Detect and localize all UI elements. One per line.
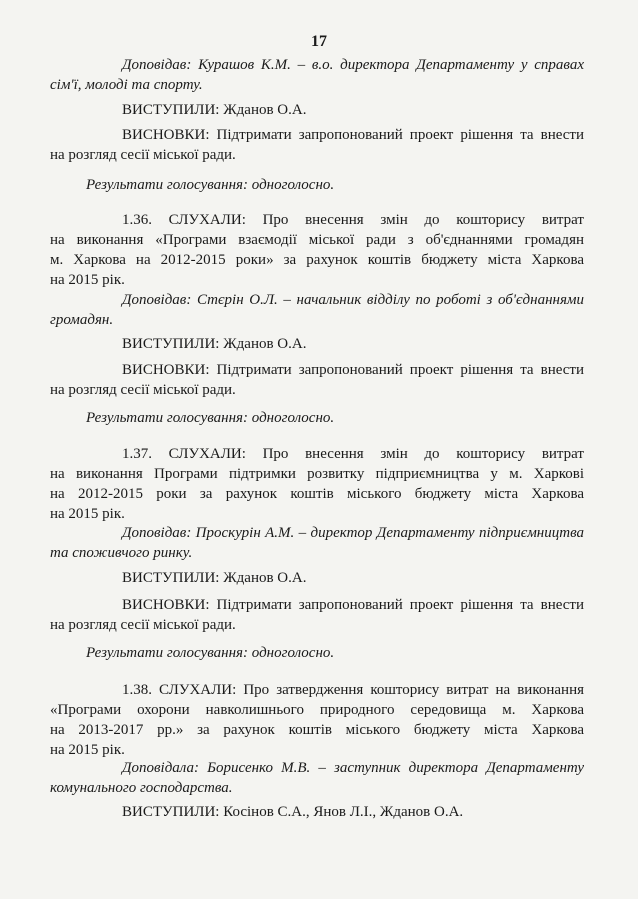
text-line: ВИСНОВКИ: Підтримати запропонований проект рішення та внести — [122, 597, 584, 613]
text-line: на виконання Програми підтримки розвитку підприємництва у м. Харкові — [50, 466, 584, 482]
page-number: 17 — [311, 33, 327, 50]
text-line: на 2012-2015 роки за рахунок коштів міського бюджету міста Харкова — [50, 486, 584, 502]
conclusions — [50, 595, 584, 635]
speaker-note — [50, 523, 584, 563]
text-line: на виконання «Програми взаємодії міської ради з об'єднаннями громадян — [50, 232, 584, 248]
text-line: Доповідала: Борисенко М.В. – заступник директора Департаменту — [122, 760, 584, 776]
speakers-line: ВИСТУПИЛИ: Жданов О.А. — [122, 570, 307, 586]
speakers-line: ВИСТУПИЛИ: Жданов О.А. — [122, 336, 307, 352]
text-line: Доповідав: Стєрін О.Л. – начальник відділу по роботі з об'єднаннями — [122, 292, 584, 308]
vote-result: Результати голосування: одноголосно. — [86, 177, 335, 193]
text-line: на 2015 рік. — [50, 742, 125, 758]
text-line: Доповідав: Проскурін А.М. – директор Департаменту підприємництва — [122, 525, 584, 541]
text-line: громадян. — [50, 312, 114, 328]
vote-result: Результати голосування: одноголосно. — [86, 410, 335, 426]
speaker-note — [50, 290, 584, 330]
text-line: на 2015 рік. — [50, 506, 125, 522]
text-line: ВИСНОВКИ: Підтримати запропонований проект рішення та внести — [122, 127, 584, 143]
text-line: ВИСНОВКИ: Підтримати запропонований проект рішення та внести — [122, 362, 584, 378]
text-line: на 2015 рік. — [50, 272, 125, 288]
text-line: на 2013-2017 рр.» за рахунок коштів міського бюджету міста Харкова — [50, 722, 584, 738]
speakers-line: ВИСТУПИЛИ: Косінов С.А., Янов Л.І., Жданов О.А. — [122, 804, 464, 820]
text-line: на розгляд сесії міської ради. — [50, 617, 236, 633]
text-line: сім'ї, молоді та спорту. — [50, 77, 203, 93]
text-line: на розгляд сесії міської ради. — [50, 382, 236, 398]
agenda-item-1-37 — [50, 444, 584, 524]
text-line: Доповідав: Курашов К.М. – в.о. директора Департаменту у справах — [122, 57, 584, 73]
text-line: та споживчого ринку. — [50, 545, 193, 561]
agenda-item-1-38 — [50, 680, 584, 760]
text-line: 1.37. СЛУХАЛИ: Про внесення змін до кошторису витрат — [122, 446, 584, 462]
text-line: 1.38. СЛУХАЛИ: Про затвердження кошторису витрат на виконання — [122, 682, 584, 698]
speaker-note — [50, 55, 584, 95]
text-line: 1.36. СЛУХАЛИ: Про внесення змін до кошторису витрат — [122, 212, 584, 228]
conclusions — [50, 125, 584, 165]
agenda-item-1-36 — [50, 210, 584, 290]
text-line: комунального господарства. — [50, 780, 233, 796]
speaker-note — [50, 758, 584, 798]
text-line: м. Харкова на 2012-2015 роки» за рахунок коштів бюджету міста Харкова — [50, 252, 584, 268]
text-line: на розгляд сесії міської ради. — [50, 147, 236, 163]
vote-result: Результати голосування: одноголосно. — [86, 645, 335, 661]
text-line: «Програми охорони навколишнього природного середовища м. Харкова — [50, 702, 584, 718]
conclusions — [50, 360, 584, 400]
speakers-line: ВИСТУПИЛИ: Жданов О.А. — [122, 102, 307, 118]
